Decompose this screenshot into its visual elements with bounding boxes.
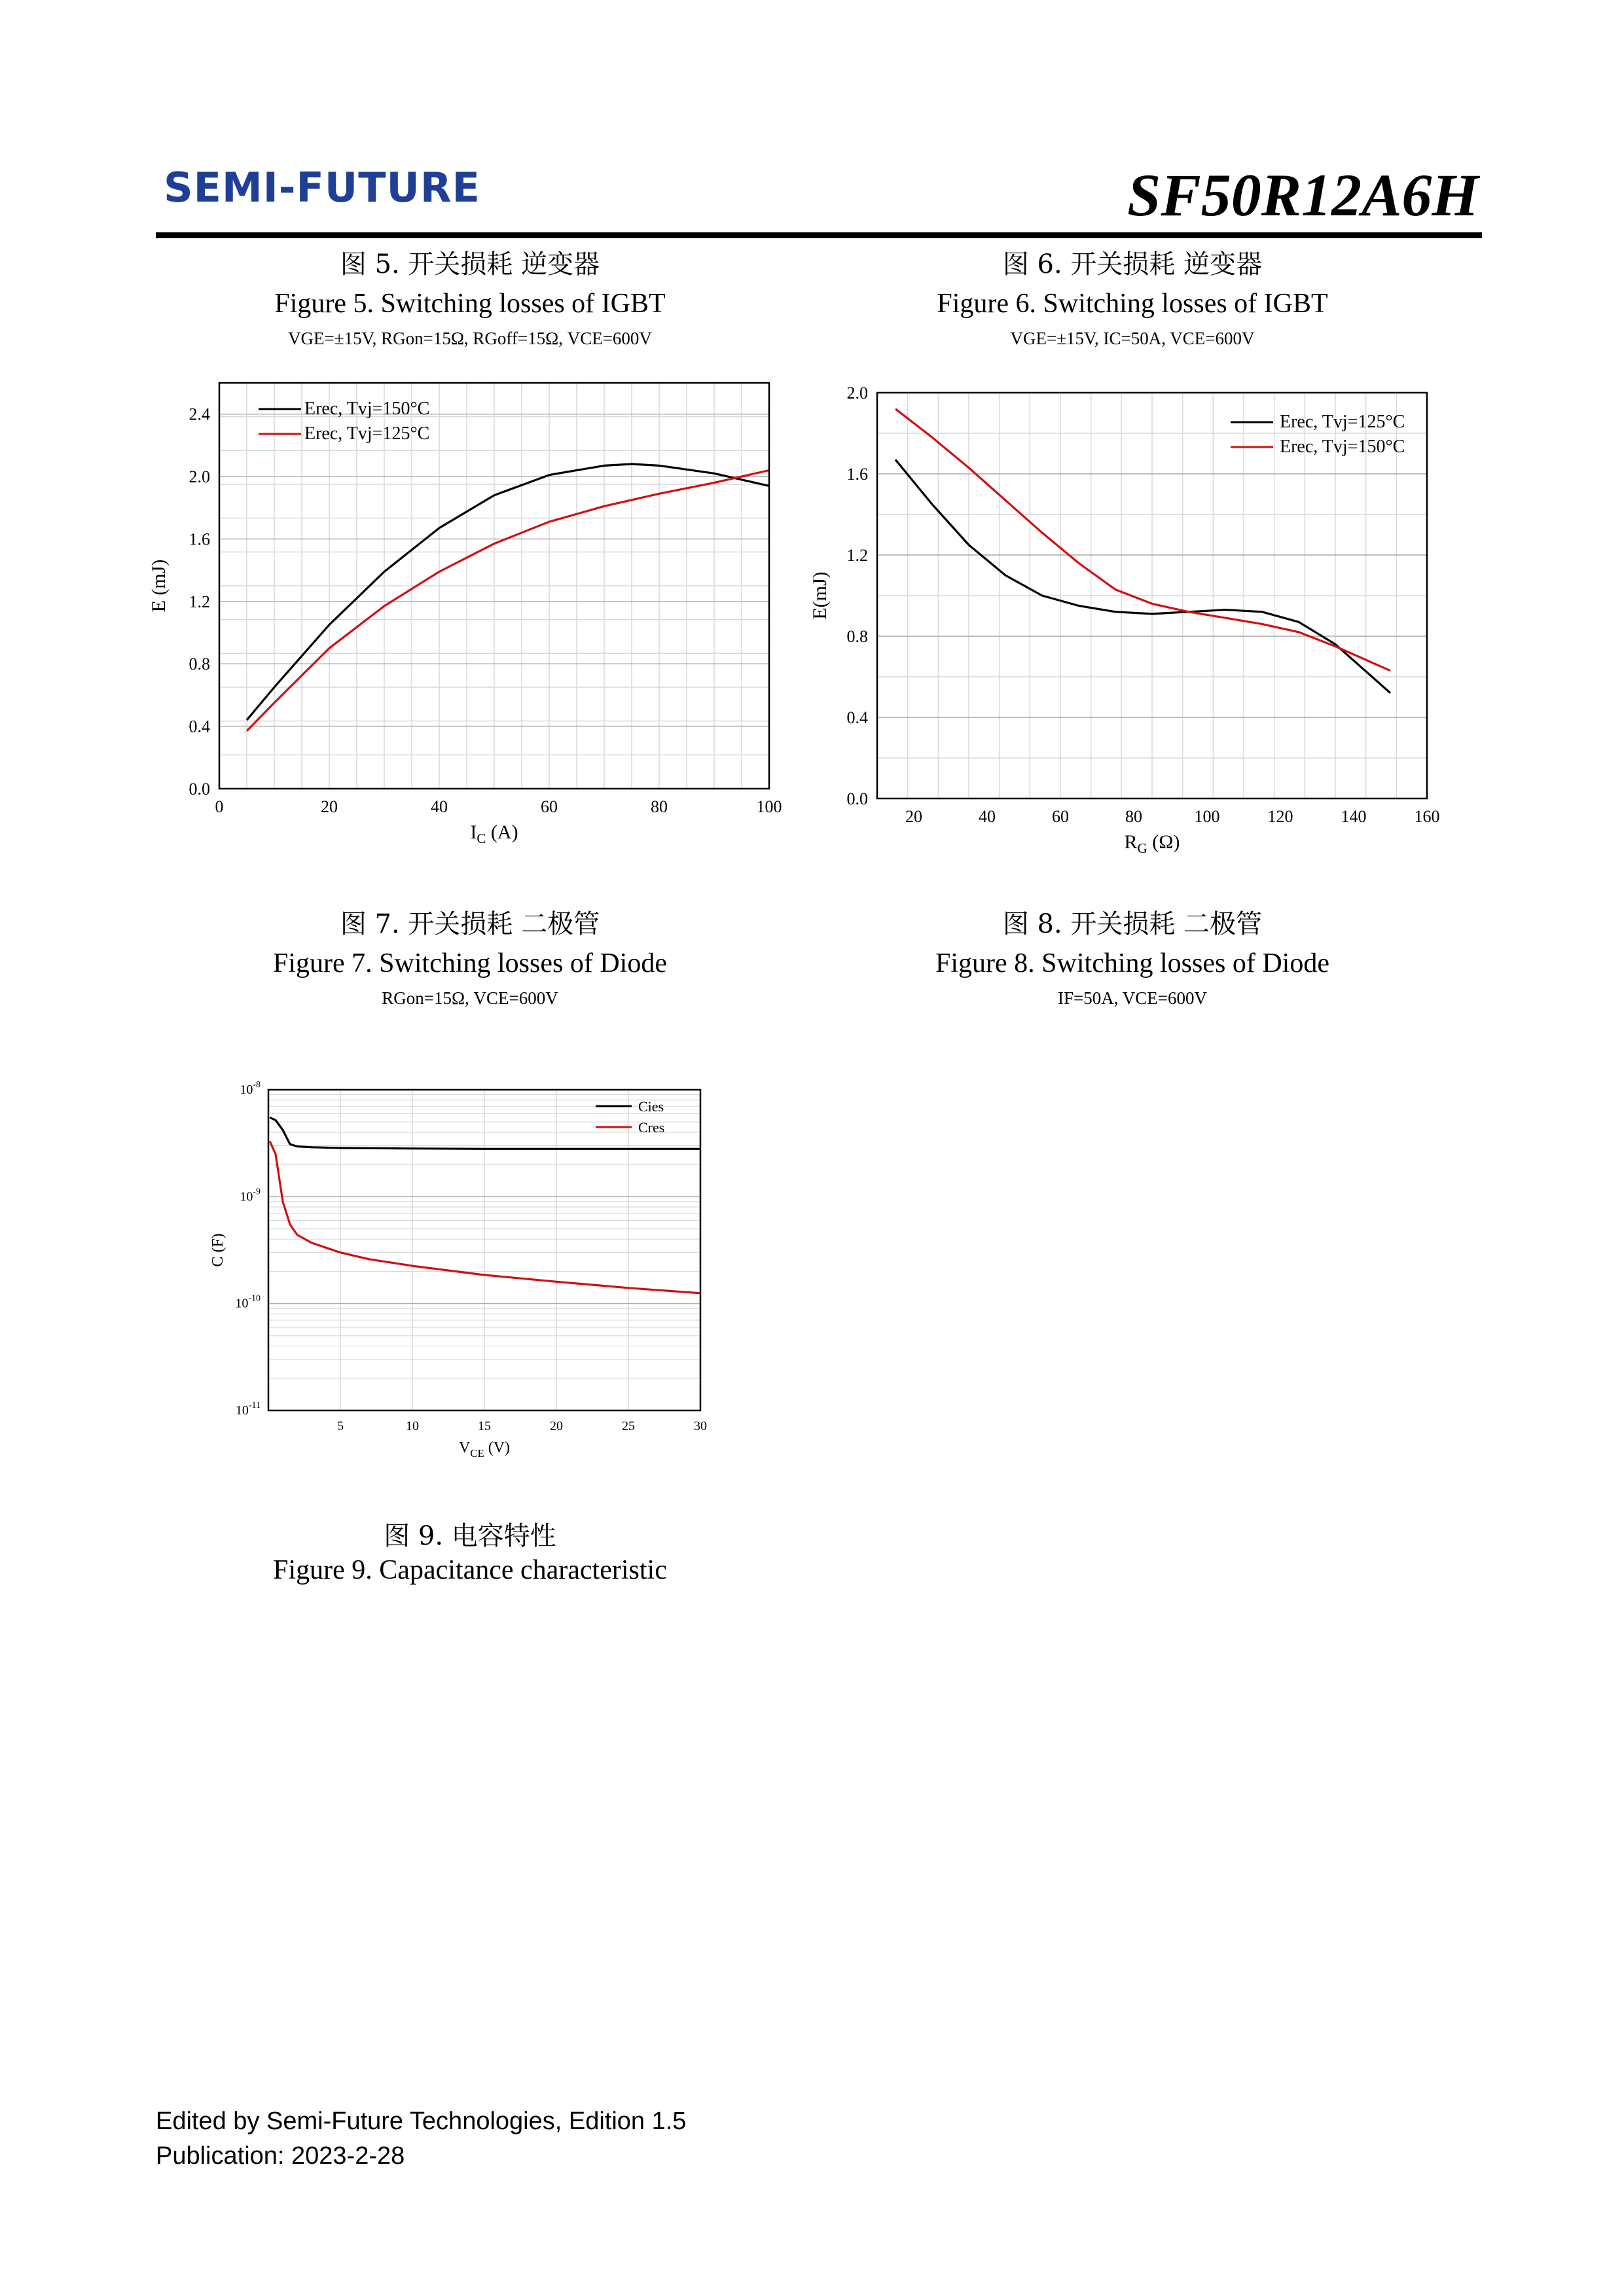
legend-label-1: Cies: [638, 1098, 664, 1115]
footer-edition: Edited by Semi-Future Technologies, Edition 1.5: [156, 2108, 687, 2135]
x-axis-title-unit: (V): [484, 1439, 511, 1456]
header-rule: [156, 232, 1482, 238]
y-tick-label: [240, 1187, 261, 1204]
legend-label-2: Erec, Tvj=150°C: [1280, 437, 1405, 457]
fig9-caption-en: Figure 9. Capacitance characteristic: [273, 1555, 667, 1585]
fig9-chart: [209, 1073, 733, 1479]
y-tick-label: 2.0: [846, 384, 868, 403]
x-axis-title-unit: (A): [486, 821, 518, 843]
y-tick-label: 0.4: [846, 708, 868, 727]
fig5-caption-en: Figure 5. Switching losses of IGBT: [274, 289, 666, 319]
x-tick-label: 0: [215, 797, 224, 816]
y-tick-label: 0.4: [189, 717, 210, 736]
fig8-conditions: IF=50A, VCE=600V: [1058, 988, 1207, 1008]
x-tick-label: 80: [1125, 807, 1142, 826]
x-axis-title-sub: G: [1137, 840, 1147, 856]
x-tick-label: 60: [1052, 807, 1069, 826]
x-axis-title-sub: CE: [470, 1447, 484, 1460]
y-tick-label: [235, 1294, 261, 1311]
legend-label-1: Erec, Tvj=125°C: [1280, 412, 1405, 432]
fig7-conditions: RGon=15Ω, VCE=600V: [382, 988, 558, 1008]
brand-logo: SEMI-FUTURE: [164, 164, 480, 211]
footer-publication: Publication: 2023-2-28: [156, 2142, 405, 2170]
y-tick-label: 0.8: [189, 655, 210, 674]
fig5-caption-cn: 图 5. 开关损耗 逆变器: [340, 249, 600, 279]
x-tick-label: 10: [406, 1419, 419, 1433]
fig8-caption-en: Figure 8. Switching losses of Diode: [935, 948, 1329, 978]
y-tick-label: 1.2: [189, 592, 210, 611]
x-tick-label: 20: [905, 807, 922, 826]
x-tick-label: 160: [1414, 807, 1440, 826]
legend-label-2: Erec, Tvj=125°C: [304, 423, 430, 444]
fig5-conditions: VGE=±15V, RGon=15Ω, RGoff=15Ω, VCE=600V: [288, 329, 652, 348]
x-axis-title-main: I: [470, 821, 477, 843]
y-tick-label: 1.2: [846, 546, 868, 565]
y-tick-base: 10: [240, 1189, 253, 1204]
plot-grid: [219, 383, 769, 789]
fig6-caption-en: Figure 6. Switching losses of IGBT: [937, 289, 1328, 319]
x-tick-label: 80: [651, 797, 668, 816]
fig7-caption-en: Figure 7. Switching losses of Diode: [273, 948, 667, 978]
x-tick-label: 5: [337, 1419, 344, 1433]
x-axis-title-main: V: [458, 1439, 471, 1456]
x-tick-label: 100: [1194, 807, 1220, 826]
x-axis-title-main: R: [1124, 831, 1138, 853]
legend-label-2: Cres: [638, 1119, 665, 1136]
y-tick-exponent: -9: [253, 1187, 261, 1197]
y-tick-label: 0.0: [189, 780, 210, 798]
x-tick-label: 120: [1267, 807, 1293, 826]
fig9-caption-cn: 图 9. 电容特性: [384, 1521, 556, 1551]
fig6-conditions: VGE=±15V, IC=50A, VCE=600V: [1010, 329, 1255, 348]
y-tick-label: 1.6: [846, 465, 868, 484]
legend-label-1: Erec, Tvj=150°C: [304, 399, 430, 419]
y-tick-label: [240, 1080, 261, 1097]
x-tick-label: 40: [431, 797, 448, 816]
x-tick-label: 20: [550, 1419, 563, 1433]
y-axis-title: E(mJ): [809, 571, 831, 620]
y-axis-title: E (mJ): [148, 559, 170, 613]
fig8-chart: [809, 380, 1466, 864]
x-tick-label: 15: [478, 1419, 491, 1433]
y-tick-exponent: -10: [248, 1293, 261, 1304]
y-tick-exponent: -11: [248, 1401, 261, 1410]
x-axis-title: [470, 821, 518, 846]
y-tick-label: 2.0: [189, 467, 210, 487]
x-tick-label: 140: [1341, 807, 1367, 826]
fig7-caption-cn: 图 7. 开关损耗 二极管: [340, 909, 600, 939]
fig7-chart: [148, 373, 799, 857]
x-tick-label: 100: [756, 797, 782, 816]
y-tick-label: 0.8: [846, 627, 868, 646]
x-axis-title: [459, 1439, 510, 1460]
x-tick-label: 25: [622, 1419, 635, 1433]
x-tick-label: 30: [694, 1419, 707, 1433]
y-tick-exponent: -8: [253, 1080, 261, 1090]
y-tick-base: 10: [235, 1403, 249, 1418]
x-tick-label: 60: [541, 797, 558, 816]
x-axis-title: [1125, 831, 1180, 856]
fig6-caption-cn: 图 6. 开关损耗 逆变器: [1002, 249, 1263, 279]
y-tick-label: [236, 1401, 261, 1418]
x-tick-label: 40: [979, 807, 996, 826]
y-tick-base: 10: [235, 1296, 249, 1311]
y-tick-label: 0.0: [846, 789, 868, 808]
y-tick-base: 10: [240, 1083, 253, 1097]
y-tick-label: 1.6: [189, 529, 210, 549]
x-axis-title-unit: (Ω): [1147, 831, 1180, 853]
x-axis-title-sub: C: [477, 831, 486, 846]
x-tick-label: 20: [321, 797, 338, 816]
model-number: SF50R12A6H: [1127, 162, 1479, 228]
y-tick-label: 2.4: [189, 404, 210, 424]
y-axis-title: C (F): [209, 1233, 226, 1267]
fig8-caption-cn: 图 8. 开关损耗 二极管: [1002, 909, 1263, 939]
